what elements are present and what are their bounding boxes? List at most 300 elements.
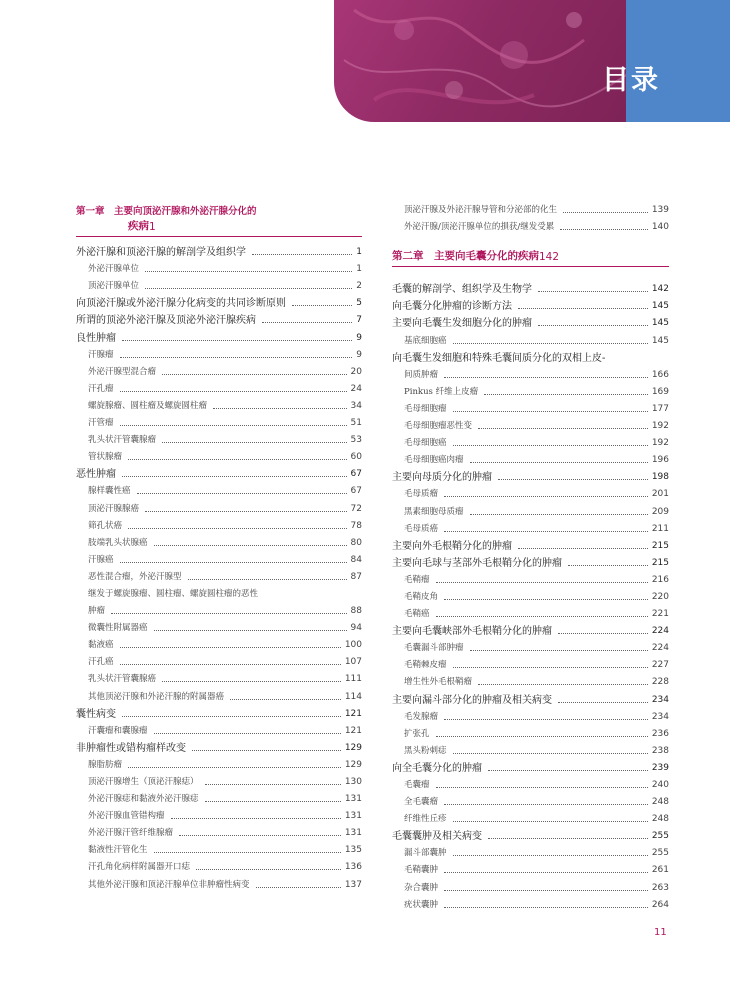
toc-entry[interactable] — [76, 276, 362, 293]
toc-entry[interactable] — [76, 533, 362, 550]
leader-dots — [188, 579, 347, 580]
toc-entry-title: 其他顶泌汗腺和外泌汗腺的附属器癌 — [88, 691, 225, 702]
leader-dots — [444, 719, 648, 720]
leader-dots — [436, 736, 648, 737]
toc-entry[interactable] — [392, 217, 669, 234]
toc-entry-page: 129 — [344, 742, 362, 753]
leader-dots — [111, 613, 347, 614]
toc-entry[interactable] — [76, 516, 362, 533]
toc-entry-page: 87 — [350, 571, 362, 582]
toc-entry[interactable] — [76, 772, 362, 789]
leader-dots — [453, 753, 648, 754]
toc-entry[interactable] — [392, 672, 669, 689]
header-banner — [334, 0, 730, 122]
leader-dots — [444, 890, 648, 891]
leader-dots — [154, 852, 341, 853]
toc-entry[interactable] — [392, 604, 669, 621]
leader-dots — [120, 391, 347, 392]
toc-entry-title: 黏液性汗管化生 — [88, 845, 148, 856]
toc-entry-title: 肢端乳头状腺癌 — [88, 537, 148, 548]
toc-entry[interactable] — [76, 293, 362, 310]
toc-entry-page: 136 — [344, 862, 362, 873]
toc-entry-title: 扩张孔 — [404, 728, 430, 739]
toc-entry-title: 基底细胞癌 — [404, 335, 447, 346]
toc-entry[interactable] — [76, 721, 362, 738]
toc-entry-page: 140 — [651, 222, 669, 233]
toc-entry-page: 255 — [651, 831, 669, 842]
toc-entry-title: 疣状囊肿 — [404, 899, 439, 910]
leader-dots — [444, 804, 648, 805]
toc-entry-page: 137 — [344, 879, 362, 890]
leader-dots — [478, 428, 648, 429]
toc-entry-title: 汗管瘤 — [88, 418, 114, 429]
toc-entry-title: 良性肿瘤 — [76, 332, 116, 344]
toc-entry-page: 248 — [651, 814, 669, 825]
leader-dots — [171, 818, 341, 819]
toc-entry[interactable] — [392, 809, 669, 826]
leader-dots — [560, 229, 648, 230]
toc-entry-title: 毛母细胞癌肉瘤 — [404, 455, 464, 466]
toc-entry-page: 248 — [651, 797, 669, 808]
leader-dots — [538, 325, 648, 326]
toc-entry-title: 毛囊囊肿及相关病变 — [392, 831, 482, 843]
leader-dots — [154, 733, 341, 734]
toc-entry[interactable] — [392, 553, 669, 570]
leader-dots — [128, 767, 341, 768]
leader-dots — [205, 784, 341, 785]
toc-entry-page: 264 — [651, 899, 669, 910]
toc-entry-title: 外泌汗腺单位 — [88, 264, 140, 275]
toc-entry[interactable] — [392, 433, 669, 450]
leader-dots — [453, 855, 648, 856]
toc-entry-page: 211 — [651, 523, 669, 534]
toc-entry[interactable] — [76, 840, 362, 857]
toc-entry[interactable] — [392, 707, 669, 724]
toc-entry-title: 主要向漏斗部分化的肿瘤及相关病变 — [392, 694, 552, 706]
toc-entry-page: 121 — [344, 708, 362, 719]
toc-entry-page: 9 — [356, 332, 362, 343]
toc-entry[interactable] — [76, 669, 362, 686]
toc-entry[interactable] — [392, 296, 669, 313]
toc-entry[interactable] — [392, 741, 669, 758]
toc-entry-title: 继发于螺旋腺瘤、圆柱瘤、螺旋圆柱瘤的恶性 — [88, 588, 259, 599]
chapter-2-page: 142 — [539, 251, 560, 264]
toc-entry-page: 192 — [651, 421, 669, 432]
leader-dots — [128, 528, 347, 529]
toc-entry-page: 166 — [651, 369, 669, 380]
toc-entry[interactable] — [392, 826, 669, 843]
leader-dots — [488, 770, 648, 771]
toc-entry-page: 196 — [651, 455, 669, 466]
toc-entry-page: 60 — [350, 452, 362, 463]
toc-entry-title: 毛鞘癌 — [404, 609, 430, 620]
toc-entry-title: 毛鞘皮角 — [404, 591, 439, 602]
toc-entry-page: 20 — [350, 366, 362, 377]
leader-dots — [436, 582, 648, 583]
toc-entry-page: 192 — [651, 438, 669, 449]
leader-dots — [162, 681, 341, 682]
toc-entry-title: 主要向毛囊生发细胞分化的肿瘤 — [392, 318, 532, 330]
toc-entry[interactable] — [392, 467, 669, 484]
leader-dots — [484, 394, 648, 395]
toc-entry-title: 非肿瘤性或错构瘤样改变 — [76, 742, 186, 754]
toc-entry[interactable] — [76, 447, 362, 464]
toc-entry-title: 毛母质癌 — [404, 523, 439, 534]
toc-entry-page: 145 — [651, 335, 669, 346]
leader-dots — [470, 650, 648, 651]
leader-dots — [122, 340, 352, 341]
toc-entry-page: 135 — [344, 845, 362, 856]
toc-entry-title: 外泌汗腺血管错构瘤 — [88, 811, 165, 822]
toc-entry-title: 外泌汗腺/顶泌汗腺单位的損获/继发受累 — [404, 222, 555, 233]
toc-entry[interactable] — [392, 621, 669, 638]
leader-dots — [518, 548, 648, 549]
toc-entry-title: 囊性病变 — [76, 708, 116, 720]
toc-entry-title: 其他外泌汗腺和顶泌汗腺单位非肿瘤性病变 — [88, 879, 250, 890]
toc-entry[interactable] — [76, 481, 362, 498]
leader-dots — [563, 212, 648, 213]
leader-dots — [558, 633, 648, 634]
toc-entry-title: 向毛囊分化肿瘤的诊断方法 — [392, 301, 512, 313]
leader-dots — [478, 684, 648, 685]
toc-entry-page: 221 — [651, 609, 669, 620]
toc-entry[interactable] — [76, 686, 362, 703]
toc-entry[interactable] — [76, 635, 362, 652]
leader-dots — [453, 821, 648, 822]
toc-entry-title: 毛母细胞瘤 — [404, 403, 447, 414]
toc-entry-page: 201 — [651, 489, 669, 500]
toc-entry[interactable] — [392, 570, 669, 587]
toc-entry-page: 84 — [350, 554, 362, 565]
toc-entry[interactable] — [76, 550, 362, 567]
toc-entry[interactable] — [392, 450, 669, 467]
chapter-1-entries — [76, 242, 362, 892]
toc-entry-title: 腺脂肪瘤 — [88, 759, 123, 770]
toc-entry[interactable] — [392, 330, 669, 347]
toc-entry-page: 209 — [651, 506, 669, 517]
leader-dots — [120, 425, 347, 426]
leader-dots — [453, 411, 648, 412]
toc-entry-title: 毛囊瘤 — [404, 780, 430, 790]
toc-entry-page: 139 — [651, 205, 669, 216]
leader-dots — [488, 838, 648, 839]
toc-entry[interactable] — [76, 738, 362, 755]
toc-entry-page: 53 — [350, 435, 362, 446]
toc-entry-title: 主要向外毛根鞘分化的肿瘤 — [392, 540, 512, 552]
leader-dots — [162, 442, 347, 443]
toc-entry-page: 224 — [651, 626, 669, 637]
toc-entry[interactable] — [76, 396, 362, 413]
toc-entry[interactable] — [392, 501, 669, 518]
chapter-1-heading[interactable] — [76, 200, 362, 237]
toc-entry-page: 238 — [651, 745, 669, 756]
toc-entry-title: 毛发腺瘤 — [404, 711, 439, 722]
toc-entry-title: 毛鞘囊肿 — [404, 865, 439, 876]
toc-entry[interactable] — [392, 587, 669, 604]
toc-entry-page: 72 — [350, 503, 362, 514]
toc-entry-page: 224 — [651, 643, 669, 654]
toc-entry-title: 毛鞘瘤 — [404, 574, 430, 585]
toc-entry-title: 毛母质瘤 — [404, 489, 439, 500]
leader-dots — [498, 479, 648, 480]
toc-entry[interactable] — [392, 895, 669, 912]
leader-dots — [205, 801, 341, 802]
toc-entry[interactable] — [392, 877, 669, 894]
toc-entry-title: 汗腺瘤 — [88, 349, 114, 360]
toc-entry-title: 汗囊瘤和囊腺瘤 — [88, 725, 148, 736]
leader-dots — [252, 254, 352, 255]
toc-entry[interactable] — [392, 638, 669, 655]
toc-entry-title: 微囊性附属器癌 — [88, 623, 148, 634]
toc-entry-page: 240 — [651, 780, 669, 790]
toc-entry[interactable] — [76, 498, 362, 515]
leader-dots — [145, 288, 352, 289]
toc-entry-page: 261 — [651, 865, 669, 876]
toc-entry-title: 外泌汗腺型混合瘤 — [88, 366, 157, 377]
toc-entry-title: 毛母细胞癌 — [404, 438, 447, 449]
leader-dots — [162, 374, 347, 375]
toc-entry[interactable] — [392, 860, 669, 877]
toc-entry-title: 腺样囊性癌 — [88, 486, 131, 497]
toc-entry-page: 129 — [344, 759, 362, 770]
leader-dots — [137, 493, 347, 494]
toc-entry-page: 1 — [356, 264, 362, 275]
leader-dots — [120, 647, 341, 648]
toc-entry[interactable] — [76, 704, 362, 721]
leader-dots — [444, 907, 648, 908]
toc-entry[interactable] — [392, 724, 669, 741]
toc-entry[interactable] — [76, 345, 362, 362]
toc-entry[interactable] — [76, 242, 362, 259]
toc-entry-title: 螺旋腺瘤、圆柱瘤及螺旋圆柱瘤 — [88, 400, 208, 411]
toc-entry-page: 255 — [651, 848, 669, 859]
toc-entry-page: 131 — [344, 794, 362, 805]
toc-column-right — [392, 200, 669, 912]
toc-entry[interactable] — [76, 806, 362, 823]
leader-dots — [192, 750, 341, 751]
toc-entry-title: 外泌汗腺和顶泌汗腺的解剖学及组织学 — [76, 247, 246, 259]
toc-entry[interactable] — [76, 310, 362, 327]
leader-dots — [470, 462, 648, 463]
toc-entry-page: 1 — [356, 247, 362, 258]
toc-entry-title: Pinkus 纤维上皮瘤 — [404, 386, 479, 397]
toc-entry-page: 215 — [651, 557, 669, 568]
toc-entry-page: 51 — [350, 418, 362, 429]
leader-dots — [230, 699, 341, 700]
toc-entry-page: 169 — [651, 386, 669, 397]
toc-entry[interactable] — [76, 464, 362, 481]
leader-dots — [444, 496, 648, 497]
toc-entry-page: 228 — [651, 677, 669, 688]
toc-entry-page: 111 — [344, 674, 362, 685]
leader-dots — [196, 869, 341, 870]
leader-dots — [470, 514, 648, 515]
toc-entry-title: 纤维性丘疹 — [404, 814, 447, 825]
toc-entry[interactable] — [392, 348, 669, 365]
histology-pattern — [334, 0, 644, 122]
leader-dots — [518, 308, 648, 309]
leader-dots — [453, 445, 648, 446]
toc-entry[interactable] — [392, 792, 669, 809]
toc-entry[interactable] — [76, 413, 362, 430]
chapter-1-continued-entries — [392, 200, 669, 234]
toc-entry-title: 所谓的顶泌外泌汗腺及顶泌外泌汗腺疾病 — [76, 315, 256, 327]
toc-entry-title: 漏斗部囊肿 — [404, 848, 447, 859]
toc-entry-title: 黏液癌 — [88, 640, 114, 651]
leader-dots — [122, 716, 341, 717]
toc-entry[interactable] — [392, 775, 669, 792]
toc-entry[interactable] — [76, 327, 362, 344]
toc-entry[interactable] — [392, 519, 669, 536]
leader-dots — [568, 565, 648, 566]
leader-dots — [179, 835, 341, 836]
toc-entry-title: 向全毛囊分化的肿瘤 — [392, 762, 482, 774]
toc-entry[interactable] — [76, 601, 362, 618]
toc-entry[interactable] — [392, 399, 669, 416]
leader-dots — [213, 408, 347, 409]
toc-entry-page: 2 — [356, 281, 362, 292]
toc-entry-page: 94 — [350, 623, 362, 634]
toc-entry-title: 汗孔角化病样附属器开口痣 — [88, 862, 191, 873]
toc-entry[interactable] — [392, 484, 669, 501]
toc-entry-title: 管状腺瘤 — [88, 452, 123, 463]
leader-dots — [154, 630, 347, 631]
toc-entry-title: 乳头状汗管囊腺癌 — [88, 674, 157, 685]
toc-entry-title: 汗孔癌 — [88, 657, 114, 668]
toc-entry-page: 7 — [356, 315, 362, 326]
toc-entry[interactable] — [76, 789, 362, 806]
toc-entry-title: 汗腺癌 — [88, 554, 114, 565]
toc-entry-page: 121 — [344, 725, 362, 736]
toc-entry-title: 顶泌汗腺腺癌 — [88, 503, 140, 514]
toc-entry-title: 汗孔瘤 — [88, 383, 114, 394]
leader-dots — [436, 787, 648, 788]
toc-entry[interactable] — [76, 362, 362, 379]
toc-entry-page: 67 — [350, 486, 362, 497]
chapter-1-title-line2: 疾病 — [128, 220, 149, 232]
toc-entry-title: 毛鞘棘皮瘤 — [404, 660, 447, 671]
toc-entry[interactable] — [392, 200, 669, 217]
toc-entry[interactable] — [76, 857, 362, 874]
toc-entry[interactable] — [76, 430, 362, 447]
toc-entry-page: 9 — [356, 349, 362, 360]
leader-dots — [122, 476, 347, 477]
toc-entry-page: 114 — [344, 691, 362, 702]
leader-dots — [444, 531, 648, 532]
toc-entry-title: 杂合囊肿 — [404, 882, 439, 893]
toc-entry[interactable] — [76, 874, 362, 891]
toc-entry-page: 34 — [350, 400, 362, 411]
toc-entry-page: 215 — [651, 540, 669, 551]
toc-entry-title: 主要向母质分化的肿瘤 — [392, 472, 492, 484]
leader-dots — [120, 664, 341, 665]
toc-entry-title: 乳头状汗管囊腺瘤 — [88, 435, 157, 446]
toc-entry-title: 筛孔状癌 — [88, 520, 123, 531]
toc-entry-title: 向顶泌汗腺或外泌汗腺分化病变的共同诊断原则 — [76, 298, 286, 310]
leader-dots — [154, 545, 347, 546]
toc-entry-page: 239 — [651, 762, 669, 773]
toc-entry-title: 外泌汗腺痣和黏液外泌汗腺痣 — [88, 794, 199, 805]
toc-entry-title: 毛母细胞瘤恶性变 — [404, 421, 473, 432]
toc-entry[interactable] — [392, 382, 669, 399]
page-number: 11 — [654, 927, 667, 938]
page-title: 目录 — [602, 65, 660, 96]
toc-entry[interactable] — [392, 843, 669, 860]
toc-entry[interactable] — [76, 259, 362, 276]
toc-entry-page: 177 — [651, 403, 669, 414]
toc-entry[interactable] — [392, 416, 669, 433]
toc-entry-page: 5 — [356, 298, 362, 309]
chapter-1-page: 1 — [149, 221, 156, 233]
leader-dots — [558, 702, 648, 703]
toc-entry-title: 间质肿瘤 — [404, 369, 439, 380]
leader-dots — [145, 511, 347, 512]
toc-entry[interactable] — [76, 618, 362, 635]
toc-entry-title: 顶泌汗腺单位 — [88, 281, 140, 292]
toc-column-left — [76, 200, 362, 892]
toc-entry-page: 234 — [651, 711, 669, 722]
toc-entry-title: 顶泌汗腺增生（顶泌汗腺痣） — [88, 777, 199, 787]
leader-dots — [444, 377, 648, 378]
chapter-2-title: 第二章 主要向毛囊分化的疾病 — [392, 250, 539, 263]
leader-dots — [262, 322, 352, 323]
leader-dots — [256, 887, 341, 888]
toc-entry-page: 145 — [651, 318, 669, 329]
leader-dots — [453, 343, 648, 344]
toc-entry-page: 80 — [350, 537, 362, 548]
toc-entry-page: 107 — [344, 657, 362, 668]
toc-entry[interactable] — [76, 584, 362, 601]
toc-entry-title: 毛囊漏斗部肿瘤 — [404, 643, 464, 654]
toc-entry[interactable] — [392, 758, 669, 775]
toc-entry[interactable] — [392, 689, 669, 706]
toc-entry-title: 顶泌汗腺及外泌汗腺导管和分泌部的化生 — [404, 205, 558, 216]
leader-dots — [444, 872, 648, 873]
toc-entry[interactable] — [76, 379, 362, 396]
chapter-2-heading[interactable] — [392, 248, 669, 267]
toc-entry-title: 向毛囊生发细胞和特殊毛囊间质分化的双相上皮- — [392, 352, 606, 364]
chapter-1-title-line1: 第一章 主要向顶泌汗腺和外泌汗腺分化的 — [76, 206, 257, 217]
toc-entry-page: 88 — [350, 606, 362, 617]
toc-entry-page: 24 — [350, 383, 362, 394]
toc-entry-title: 黑头粉刺痣 — [404, 745, 447, 756]
toc-entry[interactable] — [392, 313, 669, 330]
leader-dots — [453, 667, 648, 668]
toc-entry[interactable] — [76, 567, 362, 584]
toc-entry[interactable] — [392, 536, 669, 553]
toc-entry-page: 220 — [651, 591, 669, 602]
leader-dots — [128, 459, 347, 460]
toc-entry[interactable] — [76, 755, 362, 772]
toc-entry-title: 毛囊的解剖学、组织学及生物学 — [392, 284, 532, 296]
toc-entry-page: 78 — [350, 520, 362, 531]
leader-dots — [538, 291, 648, 292]
chapter-2-entries — [392, 279, 669, 911]
leader-dots — [145, 271, 352, 272]
toc-entry-page: 263 — [651, 882, 669, 893]
toc-entry[interactable] — [76, 652, 362, 669]
toc-entry-page: 130 — [344, 777, 362, 787]
toc-entry-page: 131 — [344, 811, 362, 822]
toc-entry[interactable] — [392, 279, 669, 296]
toc-entry-title: 黑素细胞母质瘤 — [404, 506, 464, 517]
toc-entry[interactable] — [76, 823, 362, 840]
toc-entry-page: 227 — [651, 660, 669, 671]
toc-entry[interactable] — [392, 655, 669, 672]
toc-entry-title: 恶性肿瘤 — [76, 469, 116, 481]
toc-entry[interactable] — [392, 365, 669, 382]
toc-entry-title: 恶性混合瘤，外泌汗腺型 — [88, 571, 182, 582]
